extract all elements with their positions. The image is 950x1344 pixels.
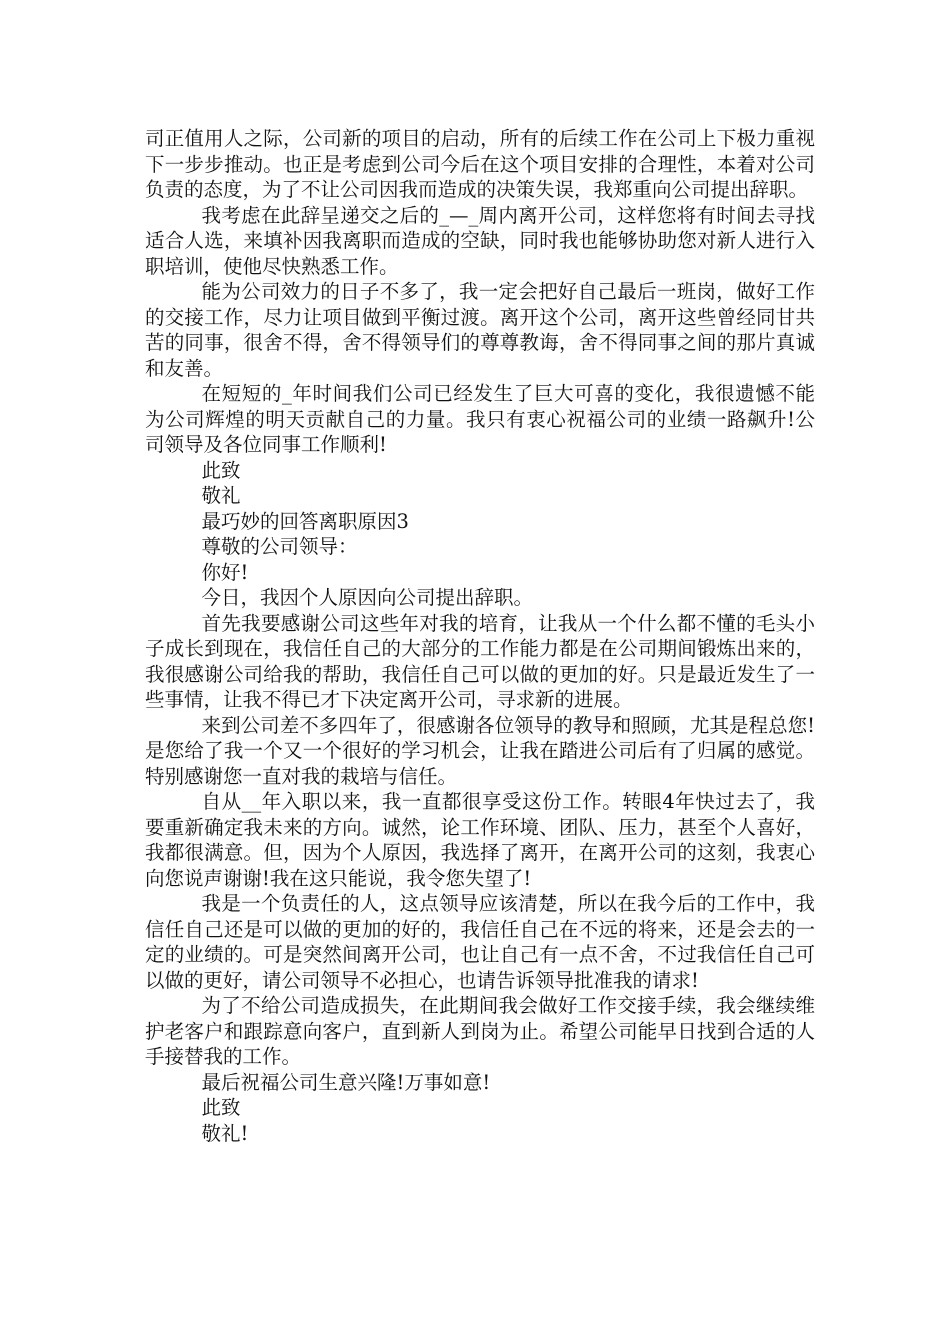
document-page — [145, 126, 815, 1146]
closing-salutation-2: 此致 — [201, 1096, 241, 1119]
greeting-hello: 你好! — [201, 560, 249, 584]
paragraph-9: 我是一个负责任的人，这点领导应该清楚，所以在我今后的工作中，我信任自己还是可以做的更加的好的，我信任自己在不远的将来，还是会去的一定的业绩的。可是突然间离开公司，也让自己有一点不舍，不过我信任自己可以做的更好，请公司领导不必担心，也请告诉领导批准我的请求! — [145, 892, 815, 992]
paragraph-5: 今日，我因个人原因向公司提出辞职。 — [201, 586, 534, 609]
paragraph-2: 我考虑在此辞呈递交之后的_—_周内离开公司，这样您将有时间去寻找适合人选，来填补因我离职而造成的空缺，同时我也能够协助您对新人进行入职培训，使他尽快熟悉工作。 — [145, 203, 815, 278]
paragraph-6: 首先我要感谢公司这些年对我的培育，让我从一个什么都不懂的毛头小子成长到现在，我信任自己的大部分的工作能力都是在公司期间锻炼出来的，我很感谢公司给我的帮助，我信任自己可以做的更加的好。只是最近发生了一些事情，让我不得已才下决定离开公司，寻求新的进展。 — [145, 611, 815, 711]
paragraph-11: 最后祝福公司生意兴隆!万事如意! — [201, 1070, 491, 1094]
paragraph-4: 在短短的_年时间我们公司已经发生了巨大可喜的变化，我很遗憾不能为公司辉煌的明天贡献自己的力量。我只有衷心祝福公司的业绩一路飙升!公司领导及各位同事工作顺利! — [145, 382, 815, 456]
closing-salutation-1: 此致 — [201, 458, 241, 482]
paragraph-1: 司正值用人之际，公司新的项目的启动，所有的后续工作在公司上下极力重视下一步步推动。也正是考虑到公司今后在这个项目安排的合理性，本着对公司负责的态度，为了不让公司因我而造成的决策失误，我郑重向公司提出辞职。 — [145, 127, 815, 201]
section-heading: 最巧妙的回答离职原因3 — [201, 509, 409, 533]
closing-regards-2: 敬礼! — [201, 1121, 249, 1145]
greeting-addressee: 尊敬的公司领导： — [201, 535, 358, 558]
paragraph-8: 自从__年入职以来，我一直都很享受这份工作。转眼4年快过去了，我要重新确定我未来的方向。诚然，论工作环境、团队、压力，甚至个人喜好，我都很满意。但，因为个人原因，我选择了离开，在离开公司的这刻，我衷心向您说声谢谢!我在这只能说，我令您失望了! — [145, 790, 815, 890]
paragraph-3: 能为公司效力的日子不多了，我一定会把好自己最后一班岗，做好工作的交接工作，尽力让项目做到平衡过渡。离开这个公司，离开这些曾经同甘共苦的同事，很舍不得，舍不得领导们的尊尊教诲，舍不得同事之间的那片真诚和友善。 — [145, 280, 815, 380]
paragraph-7: 来到公司差不多四年了，很感谢各位领导的教导和照顾，尤其是程总您!是您给了我一个又一个很好的学习机会，让我在踏进公司后有了归属的感觉。特别感谢您一直对我的栽培与信任。 — [145, 713, 815, 788]
closing-regards-1: 敬礼 — [201, 484, 241, 507]
paragraph-10: 为了不给公司造成损失，在此期间我会做好工作交接手续，我会继续维护老客户和跟踪意向客户，直到新人到岗为止。希望公司能早日找到合适的人手接替我的工作。 — [145, 994, 815, 1068]
